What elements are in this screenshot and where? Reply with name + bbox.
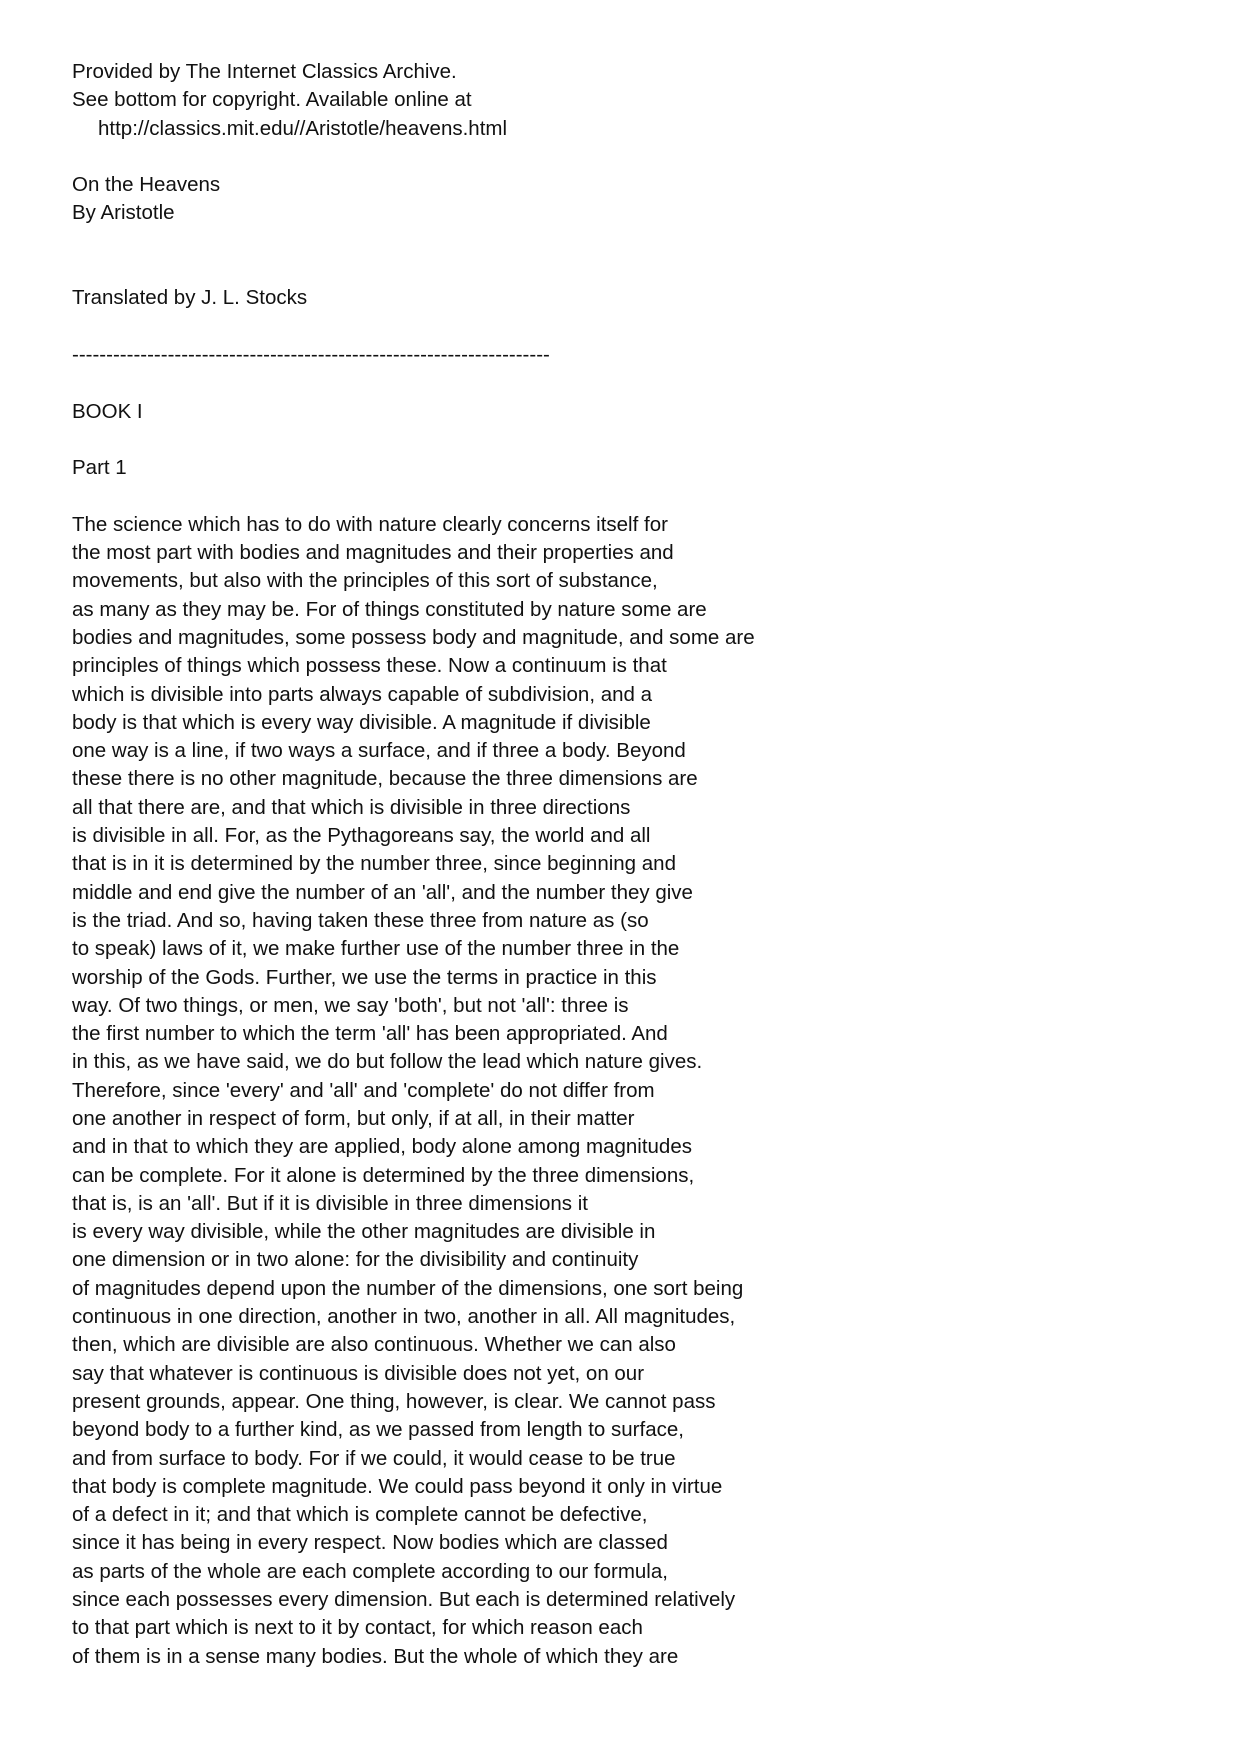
book-heading: BOOK I bbox=[72, 399, 143, 423]
body-line: then, which are divisible are also continuous. Whether we can also bbox=[72, 1333, 676, 1357]
body-line: since each possesses every dimension. But each is determined relatively bbox=[72, 1588, 736, 1612]
document-title: On the Heavens bbox=[72, 173, 221, 197]
source-url: http://classics.mit.edu//Aristotle/heavens.html bbox=[98, 116, 508, 140]
spacer bbox=[72, 313, 1192, 341]
spacer bbox=[72, 426, 1192, 454]
body-line: is every way divisible, while the other magnitudes are divisible in bbox=[72, 1220, 656, 1244]
body-line: which is divisible into parts always capable of subdivision, and a bbox=[72, 682, 653, 706]
body-line: the most part with bodies and magnitudes and their properties and bbox=[72, 541, 674, 565]
body-line: continuous in one direction, another in two, another in all. All magnitudes, bbox=[72, 1305, 736, 1329]
body-line: these there is no other magnitude, because the three dimensions are bbox=[72, 767, 698, 791]
body-line: that is in it is determined by the number three, since beginning and bbox=[72, 852, 676, 876]
spacer bbox=[72, 256, 1192, 284]
spacer bbox=[72, 369, 1192, 397]
spacer bbox=[72, 228, 1192, 256]
body-line: to speak) laws of it, we make further use of the number three in the bbox=[72, 937, 680, 961]
body-line: since it has being in every respect. Now bodies which are classed bbox=[72, 1531, 668, 1555]
body-line: say that whatever is continuous is divisible does not yet, on our bbox=[72, 1361, 645, 1385]
body-line: to that part which is next to it by contact, for which reason each bbox=[72, 1616, 643, 1640]
body-line: one another in respect of form, but only, if at all, in their matter bbox=[72, 1106, 635, 1130]
body-line: worship of the Gods. Further, we use the terms in practice in this bbox=[72, 965, 657, 989]
part-heading: Part 1 bbox=[72, 456, 127, 480]
translator-line: Translated by J. L. Stocks bbox=[72, 286, 308, 310]
body-line: the first number to which the term 'all' has been appropriated. And bbox=[72, 1022, 668, 1046]
body-line: can be complete. For it alone is determined by the three dimensions, bbox=[72, 1163, 695, 1187]
spacer bbox=[72, 143, 1192, 171]
document-page bbox=[72, 58, 1192, 1671]
provider-line: Provided by The Internet Classics Archive. bbox=[72, 60, 457, 83]
body-line: principles of things which possess these. Now a continuum is that bbox=[72, 654, 667, 678]
body-line: middle and end give the number of an 'all', and the number they give bbox=[72, 880, 693, 904]
body-line: that body is complete magnitude. We could pass beyond it only in virtue bbox=[72, 1474, 723, 1498]
body-line: way. Of two things, or men, we say 'both', but not 'all': three is bbox=[72, 993, 629, 1017]
body-line: Therefore, since 'every' and 'all' and 'complete' do not differ from bbox=[72, 1078, 655, 1102]
body-line: of them is in a sense many bodies. But the whole of which they are bbox=[72, 1644, 679, 1668]
body-line: all that there are, and that which is divisible in three directions bbox=[72, 795, 631, 819]
body-line: is the triad. And so, having taken these three from nature as (so bbox=[72, 908, 649, 932]
body-line: and in that to which they are applied, body alone among magnitudes bbox=[72, 1135, 692, 1159]
body-line: movements, but also with the principles of this sort of substance, bbox=[72, 569, 658, 593]
body-line: is divisible in all. For, as the Pythagoreans say, the world and all bbox=[72, 824, 651, 848]
body-line: that is, is an 'all'. But if it is divisible in three dimensions it bbox=[72, 1191, 588, 1215]
body-line: bodies and magnitudes, some possess body and magnitude, and some are bbox=[72, 625, 755, 649]
separator-line: ---------------------------------------------------------------------- bbox=[72, 342, 550, 366]
body-line: in this, as we have said, we do but follow the lead which nature gives. bbox=[72, 1050, 703, 1074]
body-line: and from surface to body. For if we could, it would cease to be true bbox=[72, 1446, 676, 1470]
body-line: of magnitudes depend upon the number of the dimensions, one sort being bbox=[72, 1276, 744, 1300]
body-text bbox=[72, 511, 1192, 1671]
body-line: one way is a line, if two ways a surface, and if three a body. Beyond bbox=[72, 739, 686, 763]
spacer bbox=[72, 482, 1192, 510]
copyright-note: See bottom for copyright. Available online at bbox=[72, 88, 472, 112]
document-author: By Aristotle bbox=[72, 201, 175, 225]
body-line: one dimension or in two alone: for the divisibility and continuity bbox=[72, 1248, 639, 1272]
body-line: of a defect in it; and that which is complete cannot be defective, bbox=[72, 1503, 648, 1527]
body-line: as parts of the whole are each complete according to our formula, bbox=[72, 1559, 668, 1583]
body-line: as many as they may be. For of things constituted by nature some are bbox=[72, 597, 707, 621]
body-line: beyond body to a further kind, as we passed from length to surface, bbox=[72, 1418, 684, 1442]
body-line: The science which has to do with nature clearly concerns itself for bbox=[72, 512, 668, 536]
body-line: body is that which is every way divisible. A magnitude if divisible bbox=[72, 710, 651, 734]
body-line: present grounds, appear. One thing, however, is clear. We cannot pass bbox=[72, 1389, 716, 1413]
